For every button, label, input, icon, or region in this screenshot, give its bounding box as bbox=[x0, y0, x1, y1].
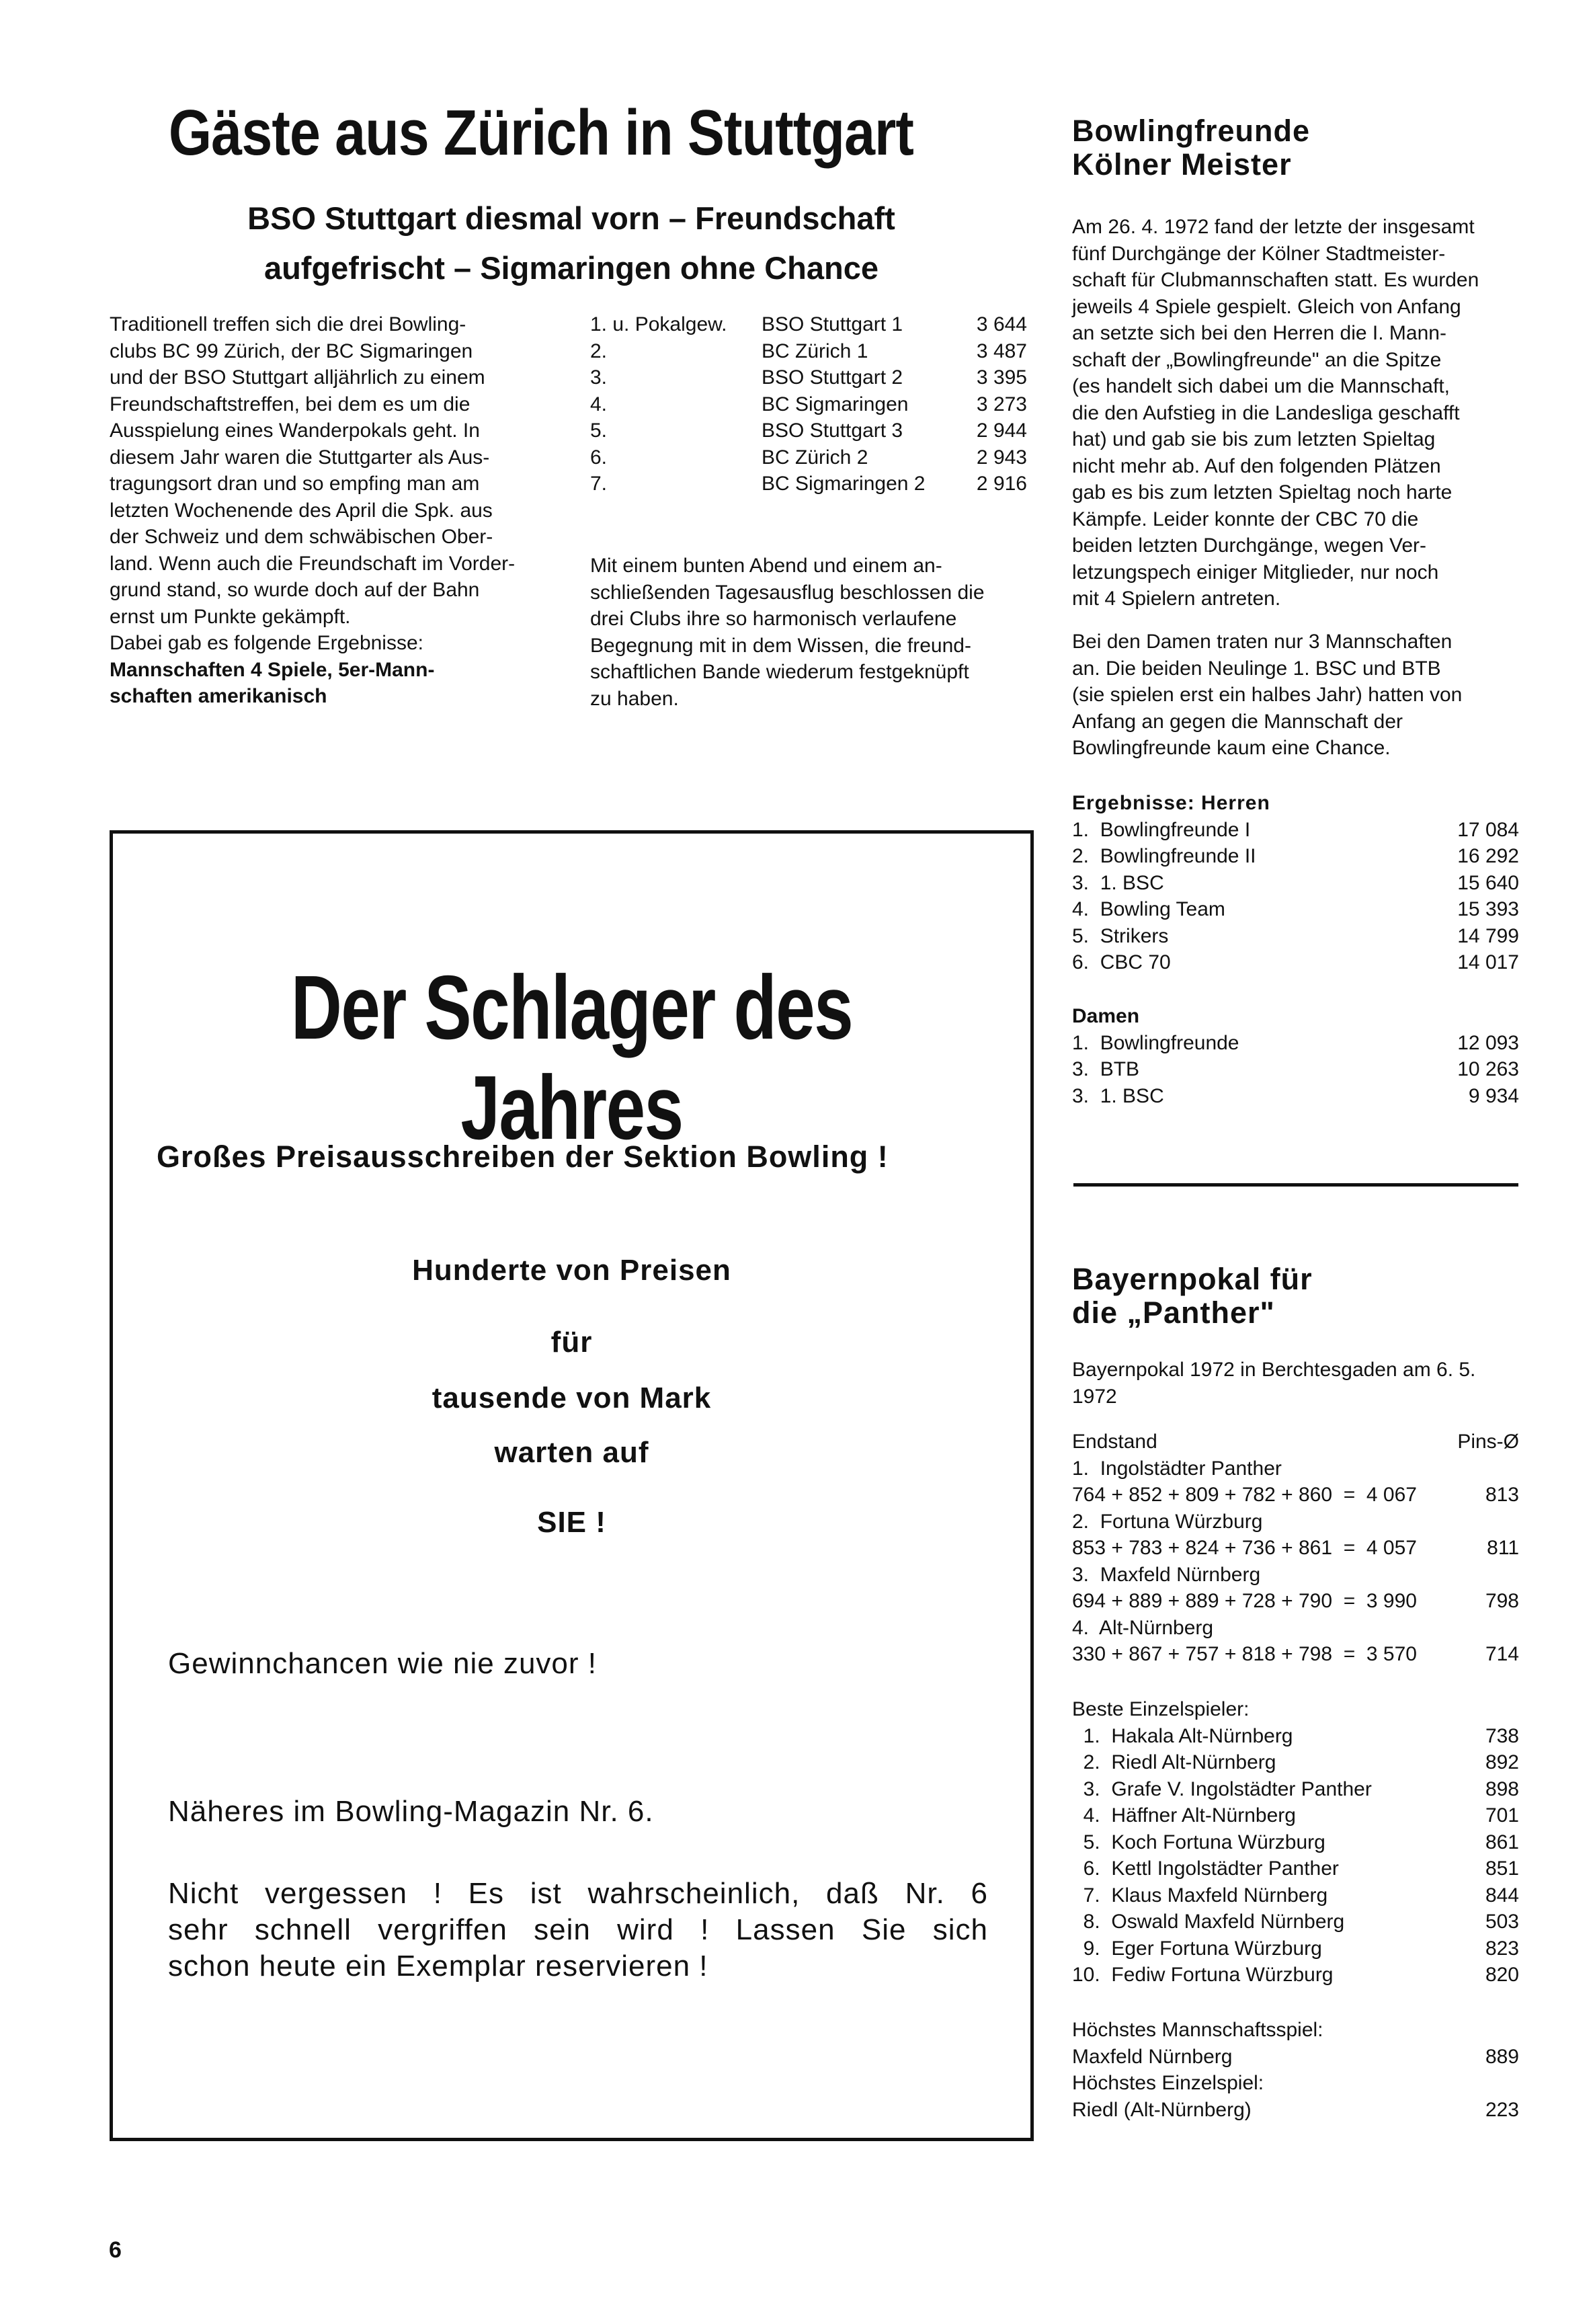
article-subtitle bbox=[108, 194, 1035, 293]
player-score: 892 bbox=[1485, 1751, 1519, 1773]
article-title: Gäste aus Zürich in Stuttgart bbox=[168, 97, 914, 169]
list-item bbox=[1072, 2044, 1519, 2071]
ad-line: Hunderte von Preisen bbox=[412, 1254, 731, 1287]
team-name: 3. 1. BSC bbox=[1072, 1084, 1164, 1107]
text-line: 1972 bbox=[1072, 1385, 1117, 1408]
title-line: Bayernpokal für bbox=[1072, 1262, 1313, 1296]
text-line: Bayernpokal 1972 in Berchtesgaden am 6. 5. bbox=[1072, 1359, 1476, 1381]
player-name: 1. Hakala Alt-Nürnberg bbox=[1072, 1724, 1293, 1747]
reminder-line: Nicht vergessen ! Es ist wahrscheinlich, daß Nr. 6 bbox=[168, 1877, 988, 1910]
list-item bbox=[1072, 1030, 1519, 1057]
text-line: Mit einem bunten Abend und einem an- bbox=[590, 555, 942, 577]
best-players bbox=[1072, 1696, 1519, 1989]
team-score: 9 934 bbox=[1468, 1084, 1519, 1107]
team-score: 12 093 bbox=[1457, 1031, 1519, 1054]
herren-results bbox=[1072, 790, 1519, 976]
team-score: 10 263 bbox=[1457, 1058, 1519, 1080]
koeln-title bbox=[1072, 114, 1519, 182]
player-score: 823 bbox=[1485, 1937, 1519, 1960]
title-line: Kölner Meister bbox=[1072, 147, 1292, 182]
text-line: schließenden Tagesausflug beschlossen die bbox=[590, 581, 985, 604]
standings-row bbox=[1072, 1482, 1519, 1509]
text-line: (sie spielen erst ein halbes Jahr) hatten von bbox=[1072, 684, 1463, 706]
ad-more-info: Näheres im Bowling-Magazin Nr. 6. bbox=[168, 1795, 654, 1828]
endstand-label: Endstand bbox=[1072, 1431, 1157, 1453]
damen-results bbox=[1072, 1003, 1519, 1109]
score-cell: 2 944 bbox=[976, 419, 1027, 442]
text-line: Dabei gab es folgende Ergebnisse: bbox=[110, 632, 423, 654]
text-line: hat) und gab sie bis zum letzten Spieltag bbox=[1072, 428, 1436, 450]
intro-column bbox=[110, 311, 557, 710]
list-item bbox=[1072, 1723, 1519, 1750]
koeln-paragraph-1 bbox=[1072, 214, 1519, 612]
list-item bbox=[1072, 949, 1519, 976]
standings-row bbox=[1072, 1641, 1519, 1668]
table-row bbox=[590, 364, 1047, 391]
text-line: Begegnung mit in dem Wissen, die freund- bbox=[590, 634, 971, 657]
advertisement-box bbox=[110, 830, 1034, 2141]
team-score: 16 292 bbox=[1457, 845, 1519, 867]
table-row bbox=[590, 391, 1047, 418]
score-cell: 3 487 bbox=[976, 339, 1027, 362]
list-item bbox=[1072, 1962, 1519, 1989]
text-line: grund stand, so wurde doch auf der Bahn bbox=[110, 579, 480, 601]
standings-calc: 694 + 889 + 889 + 728 + 790 = 3 990 bbox=[1072, 1590, 1417, 1612]
title-line: Bowlingfreunde bbox=[1072, 114, 1310, 148]
list-item bbox=[1072, 1829, 1519, 1856]
high-scores bbox=[1072, 2017, 1519, 2123]
team-score: 17 084 bbox=[1457, 818, 1519, 841]
score-cell: 3 644 bbox=[976, 313, 1027, 335]
text-line: mit 4 Spielern antreten. bbox=[1072, 588, 1281, 610]
standings-avg: 714 bbox=[1485, 1643, 1519, 1665]
player-score: 861 bbox=[1485, 1831, 1519, 1853]
list-item bbox=[1072, 1056, 1519, 1083]
standings-calc: 853 + 783 + 824 + 736 + 861 = 4 057 bbox=[1072, 1537, 1417, 1559]
list-item bbox=[1072, 923, 1519, 950]
text-line: zu haben. bbox=[590, 687, 679, 710]
place-cell: 2. bbox=[590, 339, 608, 362]
team-name: 2. Bowlingfreunde II bbox=[1072, 845, 1256, 867]
player-name: 3. Grafe V. Ingolstädter Panther bbox=[1072, 1777, 1372, 1800]
list-item bbox=[1072, 1909, 1519, 1935]
place-cell: 6. bbox=[590, 446, 608, 469]
team-name: 6. CBC 70 bbox=[1072, 951, 1171, 973]
mode-line: schaften amerikanisch bbox=[110, 685, 327, 707]
text-line: die den Aufstieg in die Landesliga geschafft bbox=[1072, 401, 1460, 424]
text-line: fünf Durchgänge der Kölner Stadtmeister- bbox=[1072, 242, 1446, 265]
player-score: 851 bbox=[1485, 1857, 1519, 1880]
player-name: 5. Koch Fortuna Würzburg bbox=[1072, 1831, 1325, 1853]
standings-team: 2. Fortuna Würzburg bbox=[1072, 1510, 1263, 1533]
player-name: 7. Klaus Maxfeld Nürnberg bbox=[1072, 1884, 1328, 1907]
list-item bbox=[1072, 870, 1519, 897]
team-high-score: 889 bbox=[1485, 2045, 1519, 2068]
player-score: 701 bbox=[1485, 1804, 1519, 1827]
text-line: tragungsort dran und so empfing man am bbox=[110, 473, 480, 495]
text-line: nicht mehr ab. Auf den folgenden Plätzen bbox=[1072, 454, 1441, 477]
standings-avg: 798 bbox=[1485, 1590, 1519, 1612]
score-cell: 3 273 bbox=[976, 393, 1027, 415]
standings-team: 3. Maxfeld Nürnberg bbox=[1072, 1563, 1261, 1586]
bayern-standings bbox=[1072, 1429, 1519, 1668]
player-score: 738 bbox=[1485, 1724, 1519, 1747]
text-line: schaft der „Bowlingfreunde" an die Spitze bbox=[1072, 348, 1442, 371]
team-score: 15 393 bbox=[1457, 898, 1519, 920]
table-row bbox=[590, 338, 1047, 365]
text-line: schaftlichen Bande wiederum festgeknüpft bbox=[590, 661, 969, 683]
list-item bbox=[1072, 817, 1519, 844]
player-name: 10. Fediw Fortuna Würzburg bbox=[1072, 1964, 1334, 1986]
list-item bbox=[1072, 1882, 1519, 1909]
subtitle-line: BSO Stuttgart diesmal vorn – Freundschaft bbox=[247, 200, 895, 236]
player-name: 9. Eger Fortuna Würzburg bbox=[1072, 1937, 1322, 1960]
single-high-score: 223 bbox=[1485, 2098, 1519, 2121]
team-cell: BC Zürich 1 bbox=[762, 339, 868, 362]
team-score: 14 799 bbox=[1457, 924, 1519, 947]
text-line: letzungspech einiger Mitglieder, nur noch bbox=[1072, 561, 1439, 584]
player-score: 844 bbox=[1485, 1884, 1519, 1907]
table-row bbox=[590, 417, 1047, 444]
text-line: Freundschaftstreffen, bei dem es um die bbox=[110, 393, 471, 415]
herren-heading: Ergebnisse: Herren bbox=[1072, 792, 1270, 814]
standings-calc: 764 + 852 + 809 + 782 + 860 = 4 067 bbox=[1072, 1484, 1417, 1506]
text-line: der Schweiz und dem schwäbischen Ober- bbox=[110, 526, 493, 548]
list-item bbox=[1072, 896, 1519, 923]
text-line: und der BSO Stuttgart alljährlich zu einem bbox=[110, 366, 485, 389]
text-line: Anfang an gegen die Mannschaft der bbox=[1072, 710, 1403, 733]
ad-chances: Gewinnchancen wie nie zuvor ! bbox=[168, 1647, 597, 1680]
text-line: land. Wenn auch die Freundschaft im Vorder- bbox=[110, 552, 516, 575]
standings-team: 1. Ingolstädter Panther bbox=[1072, 1457, 1282, 1480]
player-score: 820 bbox=[1485, 1964, 1519, 1986]
team-score: 14 017 bbox=[1457, 951, 1519, 973]
text-line: Bowlingfreunde kaum eine Chance. bbox=[1072, 737, 1391, 759]
team-name: 3. 1. BSC bbox=[1072, 871, 1164, 894]
text-line: Kämpfe. Leider konnte der CBC 70 die bbox=[1072, 508, 1419, 530]
bayern-title bbox=[1072, 1263, 1519, 1330]
place-cell: 3. bbox=[590, 366, 608, 389]
place-cell: 7. bbox=[590, 473, 608, 495]
table-row bbox=[590, 444, 1047, 471]
team-cell: BC Zürich 2 bbox=[762, 446, 868, 469]
bayern-intro bbox=[1072, 1357, 1519, 1410]
single-high-label: Höchstes Einzelspiel: bbox=[1072, 2072, 1264, 2094]
team-name: 1. Bowlingfreunde I bbox=[1072, 818, 1251, 841]
ad-reminder bbox=[168, 1876, 988, 1985]
ad-title: Der Schlager des Jahres bbox=[290, 957, 853, 1158]
page-number: 6 bbox=[109, 2237, 122, 2263]
text-line: schaft für Clubmannschaften statt. Es wurden bbox=[1072, 269, 1479, 291]
reminder-line: sehr schnell vergriffen sein wird ! Lassen Sie sich bbox=[168, 1913, 988, 1946]
pins-label: Pins-Ø bbox=[1457, 1431, 1519, 1453]
text-line: drei Clubs ihre so harmonisch verlaufene bbox=[590, 608, 957, 630]
place-cell: 4. bbox=[590, 393, 608, 415]
damen-heading: Damen bbox=[1072, 1005, 1140, 1027]
standings-calc: 330 + 867 + 757 + 818 + 798 = 3 570 bbox=[1072, 1643, 1417, 1665]
results-table bbox=[590, 311, 1047, 497]
standings-avg: 813 bbox=[1485, 1484, 1519, 1506]
text-line: an. Die beiden Neulinge 1. BSC und BTB bbox=[1072, 657, 1441, 680]
list-item bbox=[1072, 2097, 1519, 2124]
team-name: 3. BTB bbox=[1072, 1058, 1140, 1080]
text-line: Ausspielung eines Wanderpokals geht. In bbox=[110, 419, 480, 442]
team-cell: BC Sigmaringen bbox=[762, 393, 909, 415]
player-name: 2. Riedl Alt-Nürnberg bbox=[1072, 1751, 1276, 1773]
team-score: 15 640 bbox=[1457, 871, 1519, 894]
section-divider bbox=[1073, 1183, 1518, 1187]
text-line: clubs BC 99 Zürich, der BC Sigmaringen bbox=[110, 339, 473, 362]
text-line: Am 26. 4. 1972 fand der letzte der insgesamt bbox=[1072, 216, 1475, 238]
list-item bbox=[1072, 1802, 1519, 1829]
list-item bbox=[1072, 1855, 1519, 1882]
table-row bbox=[590, 311, 1047, 338]
list-item bbox=[1072, 1935, 1519, 1962]
ad-line: tausende von Mark bbox=[432, 1381, 712, 1414]
text-line: Bei den Damen traten nur 3 Mannschaften bbox=[1072, 631, 1453, 653]
list-item bbox=[1072, 1776, 1519, 1803]
text-line: beiden letzten Durchgänge, wegen Ver- bbox=[1072, 534, 1427, 557]
closing-column bbox=[590, 553, 1039, 712]
team-name: 5. Strikers bbox=[1072, 924, 1169, 947]
player-score: 898 bbox=[1485, 1777, 1519, 1800]
list-item bbox=[1072, 843, 1519, 870]
text-line: letzten Wochenende des April die Spk. aus bbox=[110, 499, 493, 522]
subtitle-line: aufgefrischt – Sigmaringen ohne Chance bbox=[263, 250, 879, 286]
place-cell: 5. bbox=[590, 419, 608, 442]
team-cell: BC Sigmaringen 2 bbox=[762, 473, 926, 495]
score-cell: 2 943 bbox=[976, 446, 1027, 469]
text-line: jeweils 4 Spiele gespielt. Gleich von Anfang bbox=[1072, 295, 1461, 318]
ad-line: SIE ! bbox=[537, 1506, 606, 1539]
text-line: gab es bis zum letzten Spieltag noch harte bbox=[1072, 481, 1453, 504]
standings-team: 4. Alt-Nürnberg bbox=[1072, 1616, 1214, 1639]
team-high-label: Höchstes Mannschaftsspiel: bbox=[1072, 2019, 1323, 2041]
mode-line: Mannschaften 4 Spiele, 5er-Mann- bbox=[110, 658, 435, 681]
text-line: ernst um Punkte gekämpft. bbox=[110, 605, 351, 628]
ad-line: warten auf bbox=[494, 1436, 649, 1469]
team-cell: BSO Stuttgart 1 bbox=[762, 313, 903, 335]
team-cell: BSO Stuttgart 3 bbox=[762, 419, 903, 442]
text-line: (es handelt sich dabei um die Mannschaft, bbox=[1072, 375, 1450, 397]
standings-row bbox=[1072, 1588, 1519, 1615]
single-high-name: Riedl (Alt-Nürnberg) bbox=[1072, 2098, 1252, 2121]
text-line: diesem Jahr waren die Stuttgarter als Aus- bbox=[110, 446, 490, 469]
player-score: 503 bbox=[1485, 1911, 1519, 1933]
standings-header bbox=[1072, 1429, 1519, 1455]
list-item bbox=[1072, 1749, 1519, 1776]
score-cell: 3 395 bbox=[976, 366, 1027, 389]
list-item bbox=[1072, 1083, 1519, 1110]
ad-line: für bbox=[550, 1326, 593, 1359]
best-players-label: Beste Einzelspieler: bbox=[1072, 1698, 1250, 1720]
team-name: 1. Bowlingfreunde bbox=[1072, 1031, 1239, 1054]
table-row bbox=[590, 471, 1047, 497]
player-name: 6. Kettl Ingolstädter Panther bbox=[1072, 1857, 1339, 1880]
team-name: 4. Bowling Team bbox=[1072, 898, 1225, 920]
koeln-paragraph-2 bbox=[1072, 629, 1519, 762]
ad-subtitle: Großes Preisausschreiben der Sektion Bowling ! bbox=[157, 1139, 889, 1174]
text-line: an setzte sich bei den Herren die I. Mann- bbox=[1072, 322, 1446, 344]
player-name: 8. Oswald Maxfeld Nürnberg bbox=[1072, 1911, 1345, 1933]
team-high-name: Maxfeld Nürnberg bbox=[1072, 2045, 1233, 2068]
player-name: 4. Häffner Alt-Nürnberg bbox=[1072, 1804, 1296, 1827]
standings-row bbox=[1072, 1535, 1519, 1562]
reminder-line: schon heute ein Exemplar reservieren ! bbox=[168, 1950, 708, 1982]
text-line: Traditionell treffen sich die drei Bowling- bbox=[110, 313, 466, 335]
place-cell: 1. u. Pokalgew. bbox=[590, 313, 727, 335]
title-line: die „Panther" bbox=[1072, 1295, 1275, 1330]
standings-avg: 811 bbox=[1487, 1537, 1519, 1559]
team-cell: BSO Stuttgart 2 bbox=[762, 366, 903, 389]
score-cell: 2 916 bbox=[976, 473, 1027, 495]
